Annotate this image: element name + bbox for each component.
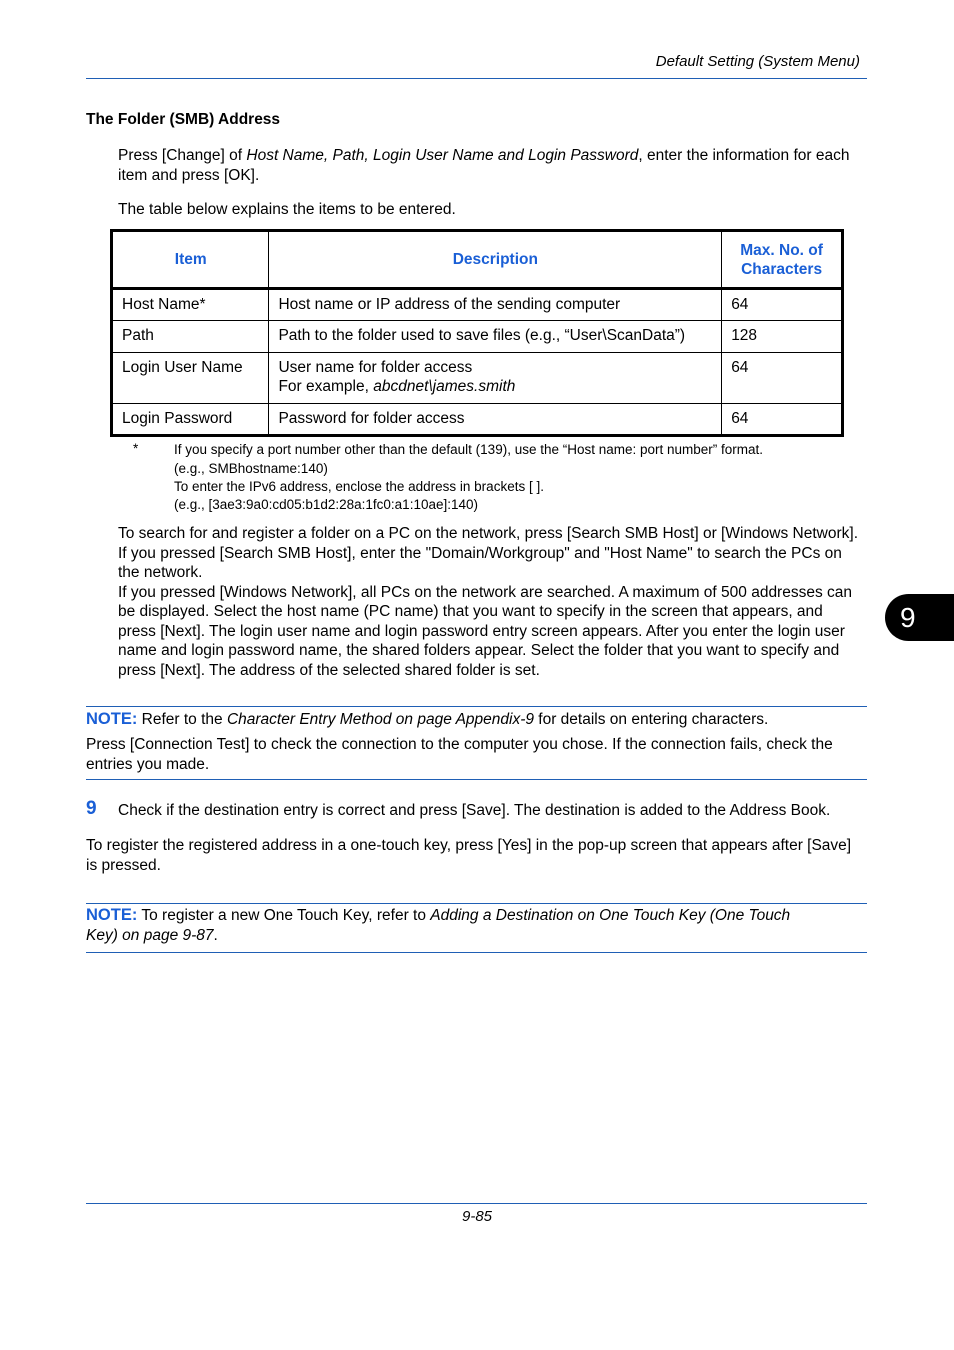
chapter-tab: 9 — [885, 594, 954, 641]
column-header-description: Description — [269, 231, 722, 289]
cell-description: Password for folder access — [269, 404, 722, 436]
column-header-item: Item — [112, 231, 269, 289]
note-1-extra — [86, 735, 876, 774]
paragraph-line: If you pressed [Windows Network], all PCs on the network are searched. A maximum of 500 addresses can — [118, 583, 853, 601]
desc-line2-prefix: For example, — [278, 378, 374, 395]
footer-rule — [86, 1203, 867, 1204]
table-row — [112, 404, 843, 436]
note-bottom-rule — [86, 952, 867, 953]
paragraph-line: press [Next]. The login user name and login password entry screen appears. After you enter the login user — [118, 622, 845, 640]
max-header-line2: Characters — [741, 260, 823, 278]
footnote-line: (e.g., [3ae3:9a0:cd05:b1d2:28a:1fc0:a1:10ae]:140) — [174, 497, 478, 512]
paragraph-line: If you pressed [Search SMB Host], enter the "Domain/Workgroup" and "Host Name" to search the PCs on — [118, 544, 842, 562]
intro-paragraph — [118, 146, 878, 185]
cell-item: Host Name* — [112, 289, 269, 321]
note-reference: Adding a Destination on One Touch Key (One Touch — [430, 907, 791, 924]
paragraph-line: be displayed. Select the host name (PC name) that you want to specify in the screen that appears, and — [118, 603, 823, 620]
footnote-line: (e.g., SMBhostname:140) — [174, 461, 328, 476]
cell-max: 64 — [722, 353, 843, 404]
register-paragraph — [86, 836, 876, 875]
cell-description — [269, 353, 722, 404]
table-header-row — [112, 231, 843, 289]
paragraph-line: press [Next]. The address of the selected shared folder is set. — [118, 661, 540, 679]
cell-description: Host name or IP address of the sending computer — [269, 289, 722, 321]
step-text: Check if the destination entry is correct and press [Save]. The destination is added to the Address Book. — [118, 802, 831, 819]
note-label: NOTE: — [86, 710, 138, 728]
note-top-rule — [86, 903, 867, 904]
note-1 — [86, 710, 876, 730]
items-table — [110, 229, 844, 437]
paragraph-line: name and login password name, the shared folders appear. Select the folder that you want to specify and — [118, 642, 840, 659]
header-rule — [86, 78, 867, 79]
cell-max: 128 — [722, 321, 843, 353]
section-title: The Folder (SMB) Address — [86, 111, 281, 128]
running-header: Default Setting (System Menu) — [655, 53, 860, 70]
cell-item: Login Password — [112, 404, 269, 436]
cell-description: Path to the folder used to save files (e.g., “User\ScanData”) — [269, 321, 722, 353]
table-row — [112, 289, 843, 321]
max-header-line1: Max. No. of — [740, 241, 823, 259]
note-reference: Character Entry Method on page Appendix-9 — [226, 711, 534, 728]
footnote-line: To enter the IPv6 address, enclose the address in brackets [ ]. — [174, 479, 544, 494]
column-header-max-characters — [722, 231, 843, 289]
paragraph-line: To register the registered address in a one-touch key, press [Yes] in the pop-up screen that appears after [Save] — [86, 837, 852, 854]
intro-prefix: Press [Change] of — [118, 147, 247, 164]
table-row — [112, 321, 843, 353]
desc-line1: User name for folder access — [278, 359, 473, 376]
paragraph-line: the network. — [118, 564, 203, 581]
note-suffix: . — [213, 926, 218, 944]
note-top-rule — [86, 706, 867, 707]
intro-suffix: , enter the information for each item and press [OK]. — [118, 147, 850, 184]
cell-item: Login User Name — [112, 353, 269, 404]
page-number: 9-85 — [461, 1208, 493, 1225]
cell-item: Path — [112, 321, 269, 353]
paragraph-line: Press [Connection Test] to check the connection to the computer you chose. If the connection fails, check the — [86, 736, 833, 753]
cell-max: 64 — [722, 404, 843, 436]
note-bottom-rule — [86, 779, 867, 780]
note-2-line2 — [86, 926, 876, 946]
footnote-marker: * — [133, 441, 139, 456]
cell-max: 64 — [722, 289, 843, 321]
note-prefix: Refer to the — [137, 711, 227, 728]
note-label: NOTE: — [86, 906, 138, 924]
paragraph-line: is pressed. — [86, 856, 161, 874]
intro-items: Host Name, Path, Login User Name and Login Password — [246, 147, 639, 164]
desc-line2-example: abcdnet\james.smith — [373, 378, 516, 395]
note-suffix: for details on entering characters. — [533, 711, 769, 728]
table-intro: The table below explains the items to be entered. — [118, 201, 456, 218]
note-reference-continued: Key) on page 9-87 — [86, 926, 214, 944]
step-number: 9 — [86, 798, 97, 819]
note-prefix: To register a new One Touch Key, refer to — [137, 907, 431, 924]
table-row — [112, 353, 843, 404]
paragraph-line: entries you made. — [86, 755, 210, 773]
note-2-line1 — [86, 906, 876, 926]
paragraph-line: To search for and register a folder on a PC on the network, press [Search SMB Host] or [Windows Network]. — [118, 525, 859, 542]
footnote-line: If you specify a port number other than the default (139), use the “Host name: port number” format. — [174, 442, 764, 457]
search-paragraph — [118, 524, 888, 680]
note-2 — [86, 906, 876, 945]
